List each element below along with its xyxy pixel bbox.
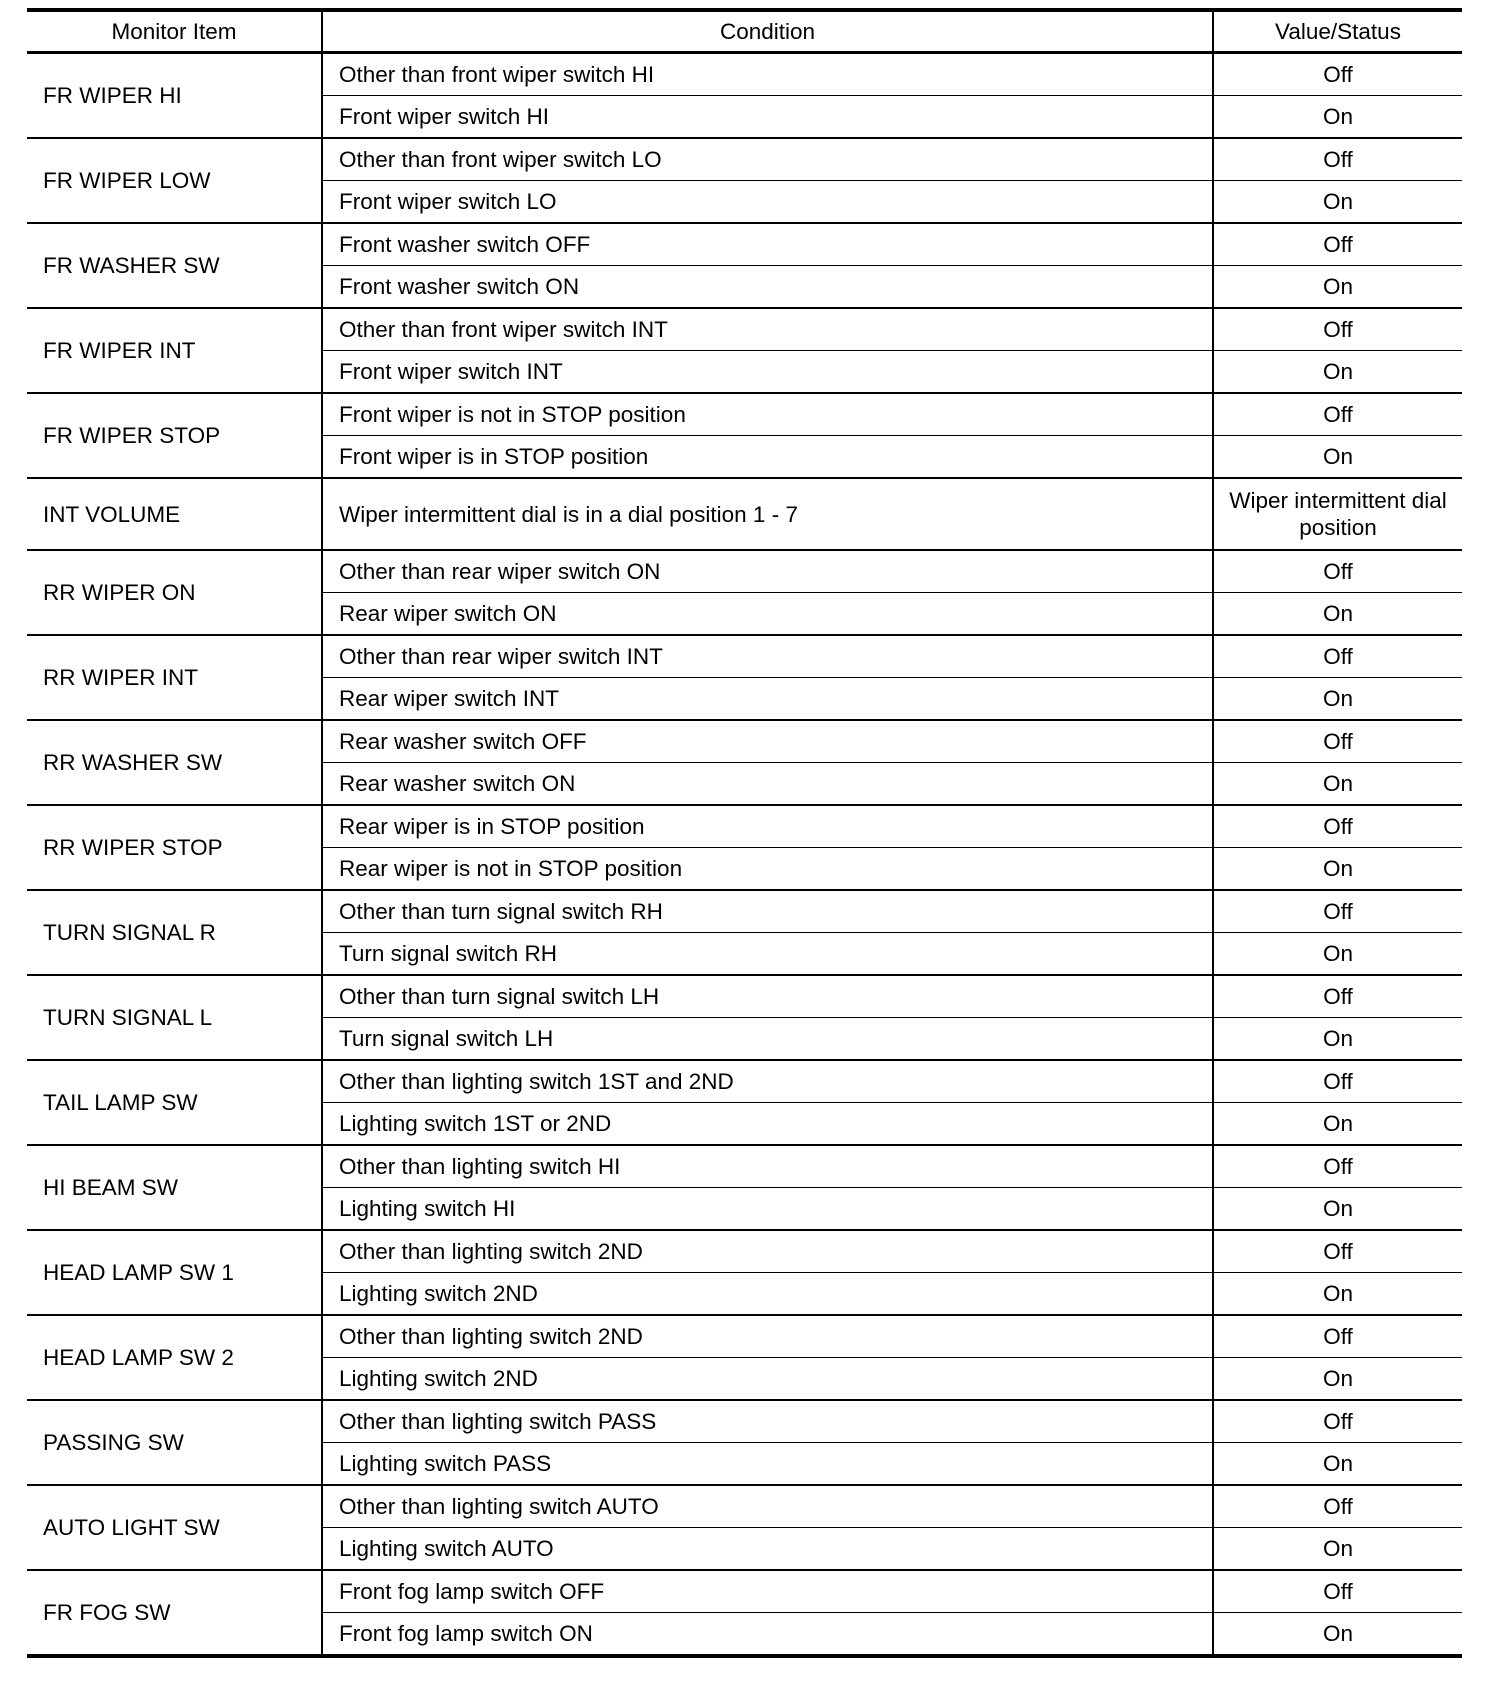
- value-status-cell: On: [1213, 351, 1462, 394]
- monitor-item-cell: RR WIPER ON: [27, 550, 322, 635]
- table-row: [27, 1400, 1462, 1443]
- condition-cell: Other than front wiper switch INT: [322, 308, 1213, 351]
- value-status-cell: Off: [1213, 393, 1462, 436]
- condition-cell: Other than lighting switch PASS: [322, 1400, 1213, 1443]
- condition-cell: Lighting switch PASS: [322, 1443, 1213, 1486]
- value-status-cell: On: [1213, 1528, 1462, 1571]
- monitor-item-cell: FR WASHER SW: [27, 223, 322, 308]
- condition-cell: Front wiper switch LO: [322, 181, 1213, 224]
- monitor-item-table: [27, 8, 1462, 1658]
- value-status-cell: Off: [1213, 805, 1462, 848]
- value-status-cell: Off: [1213, 308, 1462, 351]
- condition-cell: Other than rear wiper switch INT: [322, 635, 1213, 678]
- value-status-cell: On: [1213, 96, 1462, 139]
- value-status-cell: On: [1213, 1018, 1462, 1061]
- monitor-item-cell: HI BEAM SW: [27, 1145, 322, 1230]
- header-condition: Condition: [322, 10, 1213, 53]
- table-row: [27, 720, 1462, 763]
- condition-cell: Front wiper is not in STOP position: [322, 393, 1213, 436]
- monitor-item-cell: RR WIPER INT: [27, 635, 322, 720]
- value-status-cell: Off: [1213, 1145, 1462, 1188]
- condition-cell: Wiper intermittent dial is in a dial position 1 - 7: [322, 478, 1213, 550]
- value-status-cell: Off: [1213, 1485, 1462, 1528]
- header-monitor-item: Monitor Item: [27, 10, 322, 53]
- value-status-cell: Off: [1213, 223, 1462, 266]
- condition-cell: Lighting switch 1ST or 2ND: [322, 1103, 1213, 1146]
- condition-cell: Rear wiper is not in STOP position: [322, 848, 1213, 891]
- condition-cell: Lighting switch AUTO: [322, 1528, 1213, 1571]
- header-value-status: Value/Status: [1213, 10, 1462, 53]
- condition-cell: Rear wiper switch INT: [322, 678, 1213, 721]
- condition-cell: Other than lighting switch 2ND: [322, 1315, 1213, 1358]
- monitor-item-cell: PASSING SW: [27, 1400, 322, 1485]
- value-status-cell: Off: [1213, 550, 1462, 593]
- value-status-cell: Off: [1213, 1060, 1462, 1103]
- table-body: [27, 53, 1462, 1657]
- table-row: [27, 53, 1462, 96]
- condition-cell: Rear wiper switch ON: [322, 593, 1213, 636]
- condition-cell: Lighting switch 2ND: [322, 1273, 1213, 1316]
- table-row: [27, 223, 1462, 266]
- monitor-item-cell: INT VOLUME: [27, 478, 322, 550]
- value-status-cell: On: [1213, 436, 1462, 479]
- monitor-item-cell: FR WIPER HI: [27, 53, 322, 139]
- condition-cell: Other than front wiper switch LO: [322, 138, 1213, 181]
- condition-cell: Other than lighting switch 2ND: [322, 1230, 1213, 1273]
- condition-cell: Other than turn signal switch RH: [322, 890, 1213, 933]
- monitor-item-cell: TURN SIGNAL R: [27, 890, 322, 975]
- value-status-cell: Off: [1213, 53, 1462, 96]
- condition-cell: Lighting switch HI: [322, 1188, 1213, 1231]
- condition-cell: Front wiper switch HI: [322, 96, 1213, 139]
- table-row: [27, 393, 1462, 436]
- value-status-cell: On: [1213, 593, 1462, 636]
- condition-cell: Front fog lamp switch ON: [322, 1613, 1213, 1657]
- value-status-cell: Off: [1213, 1230, 1462, 1273]
- table-row: [27, 1315, 1462, 1358]
- monitor-item-cell: RR WASHER SW: [27, 720, 322, 805]
- table-row: [27, 1060, 1462, 1103]
- monitor-item-cell: AUTO LIGHT SW: [27, 1485, 322, 1570]
- table-row: [27, 138, 1462, 181]
- condition-cell: Turn signal switch LH: [322, 1018, 1213, 1061]
- value-status-cell: On: [1213, 181, 1462, 224]
- condition-cell: Turn signal switch RH: [322, 933, 1213, 976]
- table-row: [27, 975, 1462, 1018]
- value-status-cell: On: [1213, 1188, 1462, 1231]
- condition-cell: Front washer switch OFF: [322, 223, 1213, 266]
- monitor-item-cell: FR WIPER INT: [27, 308, 322, 393]
- condition-cell: Rear washer switch OFF: [322, 720, 1213, 763]
- value-status-cell: On: [1213, 933, 1462, 976]
- value-status-cell: Off: [1213, 1400, 1462, 1443]
- value-status-cell: On: [1213, 1273, 1462, 1316]
- table-row: [27, 308, 1462, 351]
- value-status-cell: On: [1213, 848, 1462, 891]
- value-status-cell: Off: [1213, 975, 1462, 1018]
- condition-cell: Other than lighting switch AUTO: [322, 1485, 1213, 1528]
- monitor-item-cell: FR WIPER STOP: [27, 393, 322, 478]
- monitor-item-cell: RR WIPER STOP: [27, 805, 322, 890]
- condition-cell: Other than lighting switch 1ST and 2ND: [322, 1060, 1213, 1103]
- monitor-item-cell: HEAD LAMP SW 2: [27, 1315, 322, 1400]
- value-status-cell: Off: [1213, 720, 1462, 763]
- value-status-cell: On: [1213, 1103, 1462, 1146]
- table-row: [27, 890, 1462, 933]
- condition-cell: Other than lighting switch HI: [322, 1145, 1213, 1188]
- value-status-cell: Wiper intermittent dial position: [1213, 478, 1462, 550]
- value-status-cell: Off: [1213, 890, 1462, 933]
- value-status-cell: On: [1213, 678, 1462, 721]
- condition-cell: Front fog lamp switch OFF: [322, 1570, 1213, 1613]
- monitor-item-cell: TAIL LAMP SW: [27, 1060, 322, 1145]
- header-row: [27, 10, 1462, 53]
- value-status-cell: On: [1213, 1613, 1462, 1657]
- monitor-item-cell: FR FOG SW: [27, 1570, 322, 1656]
- table-row: [27, 1230, 1462, 1273]
- condition-cell: Other than turn signal switch LH: [322, 975, 1213, 1018]
- table-row: [27, 550, 1462, 593]
- condition-cell: Rear washer switch ON: [322, 763, 1213, 806]
- condition-cell: Lighting switch 2ND: [322, 1358, 1213, 1401]
- value-status-cell: Off: [1213, 138, 1462, 181]
- value-status-cell: On: [1213, 1443, 1462, 1486]
- value-status-cell: Off: [1213, 1570, 1462, 1613]
- monitor-item-cell: TURN SIGNAL L: [27, 975, 322, 1060]
- monitor-item-cell: HEAD LAMP SW 1: [27, 1230, 322, 1315]
- table-row: [27, 1145, 1462, 1188]
- monitor-item-cell: FR WIPER LOW: [27, 138, 322, 223]
- value-status-cell: Off: [1213, 635, 1462, 678]
- value-status-cell: Off: [1213, 1315, 1462, 1358]
- value-status-cell: On: [1213, 1358, 1462, 1401]
- condition-cell: Other than front wiper switch HI: [322, 53, 1213, 96]
- table-row: [27, 1570, 1462, 1613]
- value-status-cell: On: [1213, 763, 1462, 806]
- value-status-cell: On: [1213, 266, 1462, 309]
- condition-cell: Front wiper switch INT: [322, 351, 1213, 394]
- condition-cell: Rear wiper is in STOP position: [322, 805, 1213, 848]
- table-row: [27, 635, 1462, 678]
- condition-cell: Front washer switch ON: [322, 266, 1213, 309]
- condition-cell: Front wiper is in STOP position: [322, 436, 1213, 479]
- table-row: [27, 1485, 1462, 1528]
- table-row: [27, 478, 1462, 550]
- table-row: [27, 805, 1462, 848]
- condition-cell: Other than rear wiper switch ON: [322, 550, 1213, 593]
